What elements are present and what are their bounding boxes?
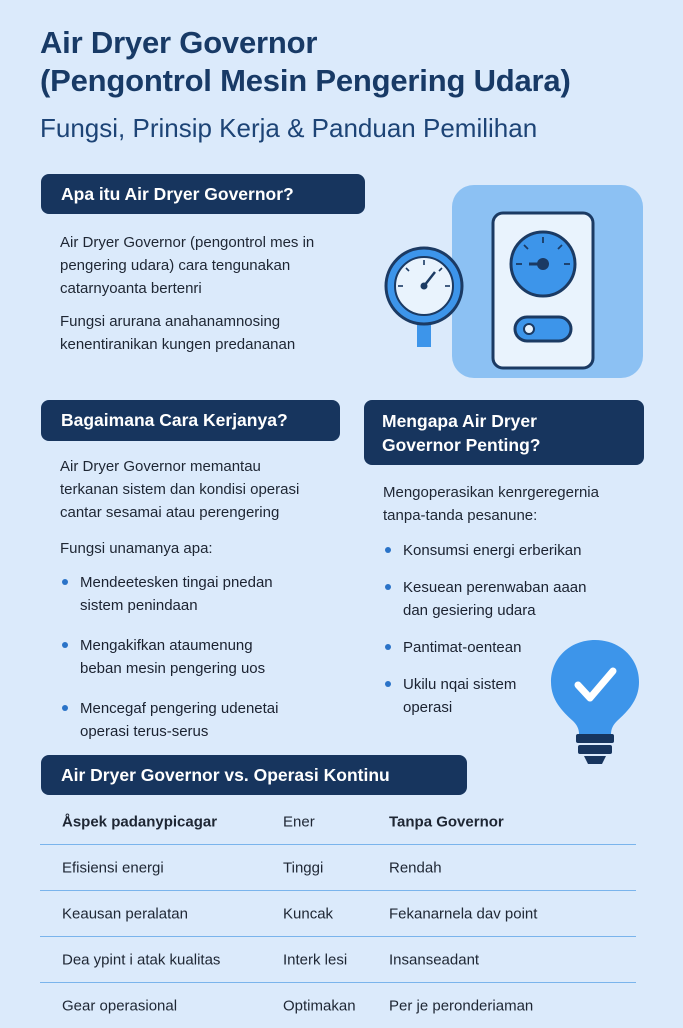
pressure-gauge-icon (386, 248, 462, 347)
what-paragraph-1 (60, 231, 314, 300)
how-p1-line: Air Dryer Governor memantau (60, 458, 261, 475)
list-item-line: Mendeetesken tingai pnedan (80, 574, 273, 591)
why-intro-line: tanpa-tanda pesanune: (383, 507, 538, 524)
title-line-1: Air Dryer Governor (40, 25, 318, 60)
what-p2-line: Fungsi arurana anahanamnosing (60, 313, 281, 330)
how-p1-line: cantar sesamai atau perengering (60, 504, 280, 521)
list-item-line: Mengakifkan ataumenung (80, 637, 253, 654)
lightbulb-check-icon (548, 638, 643, 770)
section-heading-what: Apa itu Air Dryer Governor? (41, 174, 365, 214)
table-header-cell: Tanpa Governor (389, 813, 504, 831)
list-item (60, 697, 279, 743)
air-dryer-device-icon (493, 213, 593, 368)
table-cell: Efisiensi energi (62, 859, 164, 876)
why-intro (383, 481, 599, 527)
list-item-line: dan gesiering udara (403, 602, 536, 619)
why-heading-line: Governor Penting? (382, 434, 541, 455)
section-heading-compare: Air Dryer Governor vs. Operasi Kontinu (41, 755, 467, 795)
table-cell: Per je peronderiaman (389, 997, 534, 1014)
table-cell: Kuncak (283, 905, 334, 922)
table-cell: Rendah (389, 859, 442, 876)
title-line-2: (Pengontrol Mesin Pengering Udara) (40, 63, 571, 98)
how-paragraph-2: Fungsi unamanya apa: (60, 540, 213, 557)
table-row (40, 891, 636, 937)
page-subtitle: Fungsi, Prinsip Kerja & Panduan Pemilihan (40, 113, 538, 143)
list-item (383, 576, 587, 622)
how-bullet-list (60, 571, 279, 743)
table-cell: Dea ypint i atak kualitas (62, 951, 221, 968)
section-heading-why (364, 400, 644, 465)
what-p1-line: catarnyoanta bertenri (60, 280, 202, 297)
table-cell: Keausan peralatan (62, 905, 188, 922)
list-item-line: beban mesin pengering uos (80, 660, 266, 677)
list-item (60, 571, 279, 617)
list-item (383, 539, 587, 562)
table-header-row (40, 800, 636, 845)
table-row (40, 983, 636, 1028)
list-item-line: operasi (403, 699, 453, 716)
how-p1-line: terkanan sistem dan kondisi operasi (60, 481, 300, 498)
what-p1-line: pengering udara) cara tengunakan (60, 257, 291, 274)
table-cell: Tinggi (283, 859, 324, 876)
table-header-cell: Ener (283, 813, 315, 831)
list-item (60, 634, 279, 680)
what-p2-line: kenentiranikan kungen predananan (60, 336, 296, 353)
why-heading-line: Mengapa Air Dryer (382, 410, 537, 431)
table-row (40, 937, 636, 983)
list-item-line: Kesuean perenwaban aaan (403, 579, 587, 596)
table-cell: Optimakan (283, 997, 356, 1014)
list-item-line: sistem penindaan (80, 597, 198, 614)
table-cell: Interk lesi (283, 951, 348, 968)
list-item-line: Pantimat-oentean (403, 639, 522, 656)
section-heading-how: Bagaimana Cara Kerjanya? (41, 400, 340, 441)
table-row (40, 845, 636, 891)
how-paragraph-1 (60, 455, 299, 524)
table-cell: Gear operasional (62, 997, 178, 1014)
list-item-line: Mencegaf pengering udenetai (80, 700, 279, 717)
table-header-cell: Åspek padanypicagar (62, 813, 218, 831)
table-cell: Fekanarnela dav point (389, 905, 538, 922)
list-item-line: operasi terus-serus (80, 723, 209, 740)
comparison-table (40, 800, 636, 1028)
air-dryer-illustration (380, 200, 650, 380)
what-paragraph-2 (60, 310, 295, 356)
list-item-line: Konsumsi energi erberikan (403, 542, 582, 559)
why-intro-line: Mengoperasikan kenrgeregernia (383, 484, 599, 501)
table-cell: Insanseadant (389, 951, 480, 968)
list-item-line: Ukilu nqai sistem (403, 676, 517, 693)
what-p1-line: Air Dryer Governor (pengontrol mes in (60, 234, 315, 251)
page-title (40, 24, 680, 100)
